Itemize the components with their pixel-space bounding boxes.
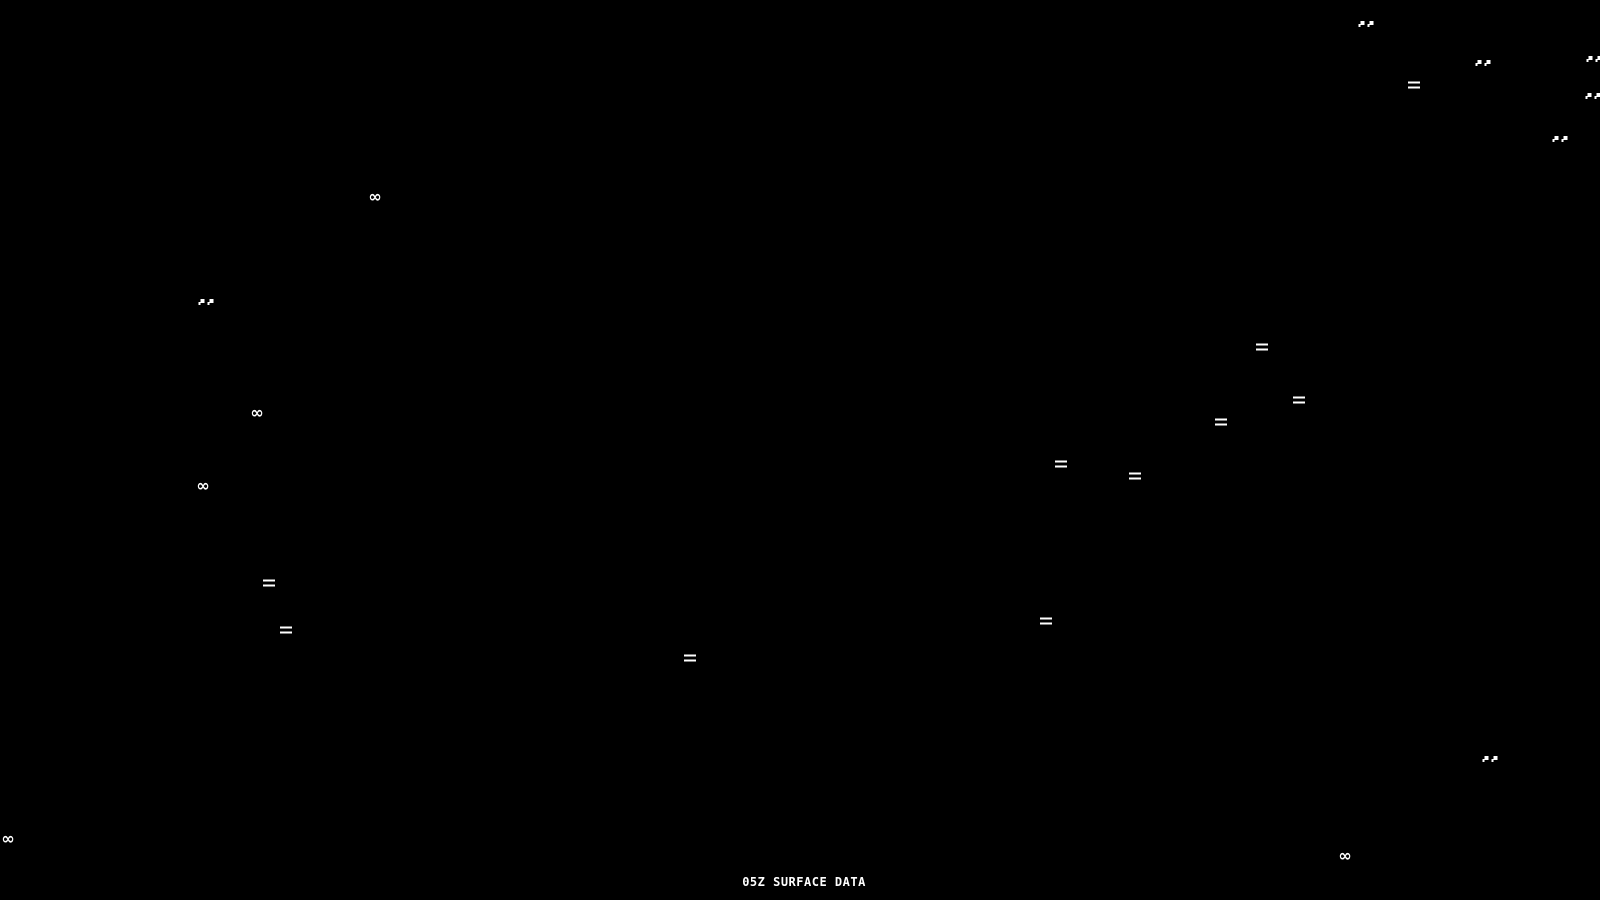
mist-symbol [1408, 82, 1420, 89]
drizzle-symbol [201, 299, 214, 303]
drizzle-symbol [1588, 93, 1600, 97]
haze-symbol: ∞ [368, 187, 382, 206]
haze-symbol: ∞ [1, 829, 15, 848]
mist-symbol [1215, 419, 1227, 426]
drizzle-symbol [1589, 56, 1600, 60]
drizzle-symbol [1361, 21, 1374, 25]
plot-title: 05Z SURFACE DATA [742, 875, 866, 889]
mist-symbol [1040, 618, 1052, 625]
drizzle-symbol [1485, 756, 1498, 760]
mist-symbol [1055, 461, 1067, 468]
mist-symbol [1256, 344, 1268, 351]
drizzle-symbol [1555, 136, 1568, 140]
haze-symbol: ∞ [1338, 846, 1352, 865]
mist-symbol [1293, 397, 1305, 404]
mist-symbol [263, 580, 275, 587]
mist-symbol [280, 627, 292, 634]
drizzle-symbol [1478, 60, 1491, 64]
mist-symbol [1129, 473, 1141, 480]
haze-symbol: ∞ [196, 476, 210, 495]
haze-symbol: ∞ [250, 403, 264, 422]
mist-symbol [684, 655, 696, 662]
